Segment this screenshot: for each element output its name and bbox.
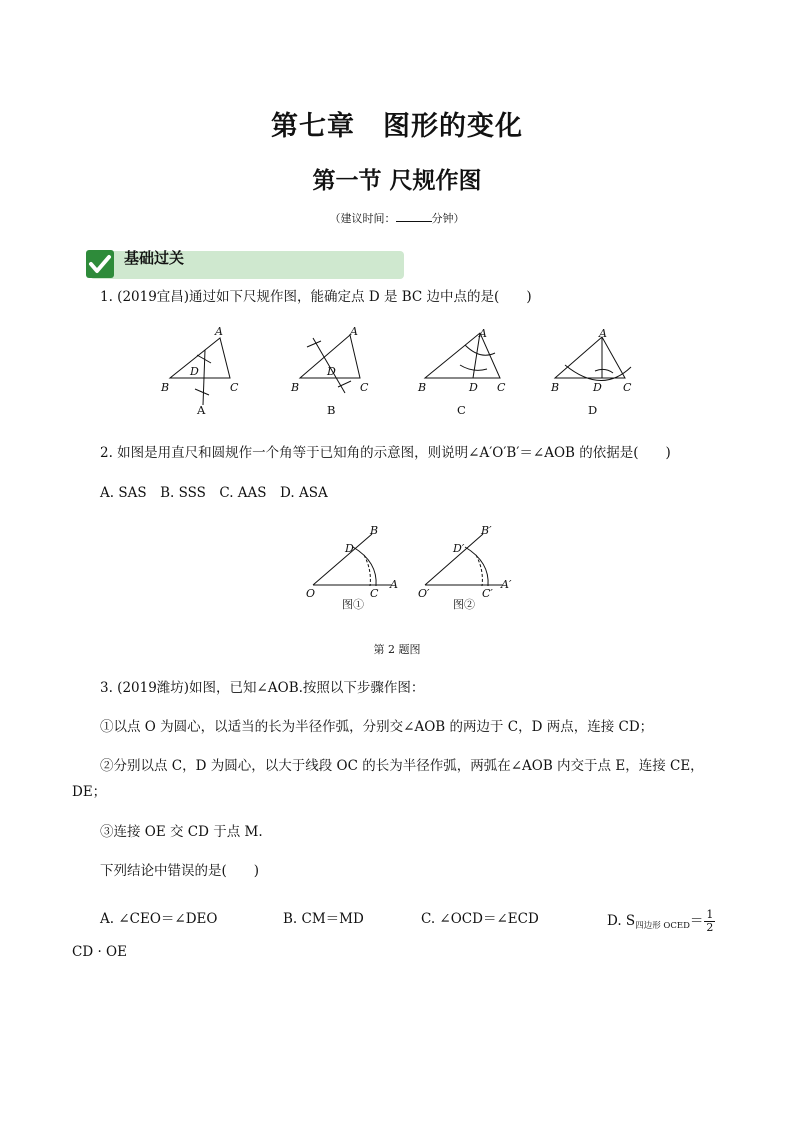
option-d-fraction [704,909,715,934]
svg-text:D′: D′ [453,542,465,555]
svg-text:D: D [327,365,336,378]
fraction-numerator: 1 [706,908,714,921]
question-3-option-c: C. ∠OCD＝∠ECD [421,911,539,927]
svg-text:A: A [599,327,607,340]
question-2-figure-caption: 第 2 题图 [373,643,421,656]
svg-text:C: C [370,587,379,600]
svg-text:D: D [190,365,199,378]
option-d-equals: ＝ [689,913,704,929]
suggested-time [0,210,794,226]
svg-text:A: A [479,327,487,340]
question-3-step-1: ①以点 O 为圆心，以适当的长为半径作弧，分别交∠AOB 的两边于 C，D 两点，连接 CD； [100,719,654,735]
svg-text:A′: A′ [501,578,512,591]
svg-text:B: B [418,381,427,394]
svg-text:O′: O′ [418,587,430,600]
question-3-option-d [607,909,715,936]
question-2-text: 2. 如图是用直尺和圆规作一个角等于已知角的示意图，则说明∠A′O′B′＝∠AOB 的依据是( ) [100,445,671,461]
svg-text:C′: C′ [482,587,493,600]
section-label: 基础过关 [124,249,185,267]
q1-option-d: D [588,403,598,417]
svg-text:A: A [215,325,223,338]
svg-text:B: B [291,381,300,394]
svg-text:C: C [623,381,632,394]
question-1-figures [155,325,655,420]
svg-text:B′: B′ [481,524,492,537]
fig1-caption: 图① [342,598,364,611]
question-3-option-a: A. ∠CEO＝∠DEO [100,911,218,927]
time-suffix: 分钟） [431,212,465,225]
svg-text:B: B [370,524,379,537]
svg-text:D: D [345,542,354,555]
question-3-option-d-tail: CD · OE [72,944,127,960]
svg-text:A: A [350,325,358,338]
svg-text:D: D [593,381,602,394]
question-3-step-2b: DE； [72,784,107,800]
svg-text:C: C [497,381,506,394]
svg-text:O: O [306,587,316,600]
section-title: 第一节 尺规作图 [312,168,482,194]
svg-text:A: A [390,578,398,591]
option-d-prefix: D. S [607,913,636,929]
svg-text:B: B [161,381,170,394]
checkmark-icon [86,250,114,278]
fig2-caption: 图② [453,598,475,611]
svg-text:D: D [469,381,478,394]
question-3-step-2a: ②分别以点 C，D 为圆心，以大于线段 OC 的长为半径作弧，两弧在∠AOB 内交于点 E，连接 CE， [100,758,704,774]
question-2-figures [300,520,530,615]
question-2-options: A. SAS B. SSS C. AAS D. ASA [100,485,328,501]
time-prefix: （建议时间： [329,212,396,225]
fraction-denominator: 2 [706,921,714,934]
q1-option-a: A [197,403,206,417]
q1-option-b: B [327,403,336,417]
time-blank [396,212,432,222]
chapter-title: 第七章 图形的变化 [271,111,523,142]
q1-option-c: C [457,403,466,417]
question-3-step-3: ③连接 OE 交 CD 于点 M. [100,824,263,840]
question-3-text: 3. (2019潍坊)如图，已知∠AOB.按照以下步骤作图： [100,680,425,696]
option-d-subscript: 四边形 OCED [635,921,690,931]
svg-text:C: C [360,381,369,394]
svg-text:B: B [551,381,560,394]
question-1-text: 1. (2019宜昌)通过如下尺规作图，能确定点 D 是 BC 边中点的是( ) [100,289,532,305]
question-3-option-b: B. CM＝MD [283,911,364,927]
question-3-prompt: 下列结论中错误的是( ) [100,863,260,879]
svg-text:C: C [230,381,239,394]
